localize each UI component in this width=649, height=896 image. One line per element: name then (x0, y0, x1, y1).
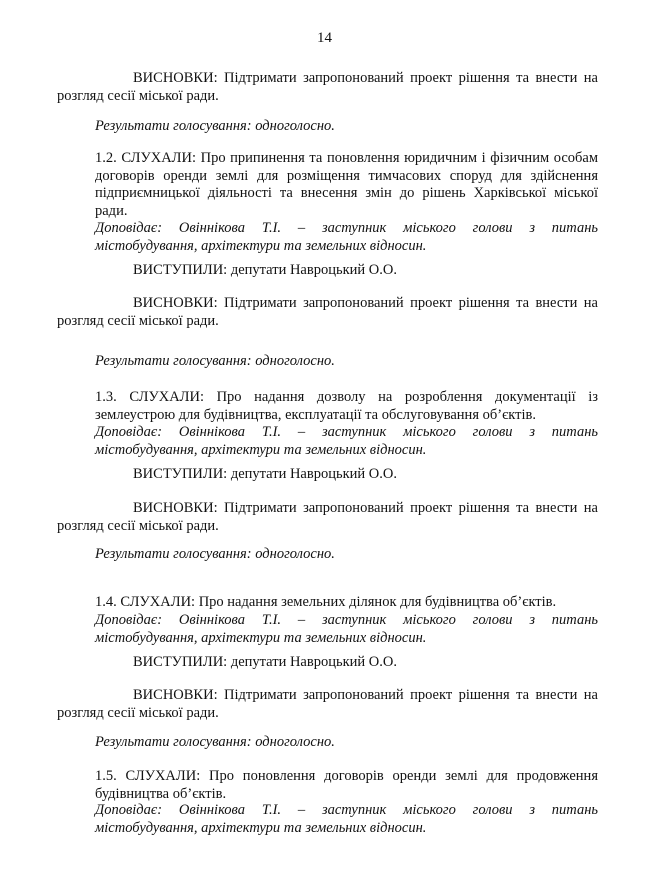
heard-paragraph (95, 389, 598, 424)
text-line: розгляд сесії міської ради. (57, 312, 219, 329)
heard-paragraph (95, 150, 598, 220)
reporter-paragraph (95, 220, 598, 255)
reporter-paragraph (95, 424, 598, 459)
text-line: містобудування, архітектури та земельних відносин. (95, 629, 427, 646)
text-line: підприємницької діяльності та внесення змін до рішень Харківської міської (95, 185, 598, 201)
text-line: будівництва об’єктів. (95, 785, 227, 802)
conclusion-paragraph (57, 500, 598, 535)
spoke-line: ВИСТУПИЛИ: депутати Навроцький О.О. (133, 262, 397, 278)
reporter-paragraph (95, 802, 598, 837)
conclusion-paragraph (57, 70, 598, 105)
text-line: ВИСНОВКИ: Підтримати запропонований проект рішення та внести на (133, 687, 598, 703)
spoke-line: ВИСТУПИЛИ: депутати Навроцький О.О. (133, 654, 397, 670)
heard-paragraph (95, 768, 598, 803)
text-line: містобудування, архітектури та земельних відносин. (95, 819, 427, 836)
text-line: Доповідає: Овіннікова Т.І. – заступник міського голови з питань (95, 802, 598, 818)
text-line: розгляд сесії міської ради. (57, 517, 219, 534)
text-line: ВИСНОВКИ: Підтримати запропонований проект рішення та внести на (133, 500, 598, 516)
text-line: Доповідає: Овіннікова Т.І. – заступник міського голови з питань (95, 424, 598, 440)
text-line: Доповідає: Овіннікова Т.І. – заступник міського голови з питань (95, 612, 598, 628)
text-line: розгляд сесії міської ради. (57, 704, 219, 721)
text-line: ВИСНОВКИ: Підтримати запропонований проект рішення та внести на (133, 295, 598, 311)
text-line: Доповідає: Овіннікова Т.І. – заступник міського голови з питань (95, 220, 598, 236)
reporter-paragraph (95, 612, 598, 647)
vote-result: Результати голосування: одноголосно. (95, 118, 335, 134)
text-line: ради. (95, 202, 128, 219)
vote-result: Результати голосування: одноголосно. (95, 353, 335, 369)
text-line: ВИСНОВКИ: Підтримати запропонований проект рішення та внести на (133, 70, 598, 86)
text-line: 1.2. СЛУХАЛИ: Про припинення та поновлення юридичним і фізичним особам (95, 150, 598, 166)
text-line: 1.4. СЛУХАЛИ: Про надання земельних ділянок для будівництва об’єктів. (95, 594, 557, 610)
text-line: 1.3. СЛУХАЛИ: Про надання дозволу на розроблення документації із (95, 389, 598, 405)
vote-result: Результати голосування: одноголосно. (95, 734, 335, 750)
vote-result: Результати голосування: одноголосно. (95, 546, 335, 562)
spoke-line: ВИСТУПИЛИ: депутати Навроцький О.О. (133, 466, 397, 482)
text-line: містобудування, архітектури та земельних відносин. (95, 237, 427, 254)
text-line: розгляд сесії міської ради. (57, 87, 219, 104)
text-line: містобудування, архітектури та земельних відносин. (95, 441, 427, 458)
text-line: 1.5. СЛУХАЛИ: Про поновлення договорів оренди землі для продовження (95, 768, 598, 784)
heard-paragraph (95, 594, 598, 612)
page-number: 14 (317, 30, 332, 46)
text-line: договорів оренди землі для розміщення тимчасових споруд для здійснення (95, 167, 598, 184)
text-line: землеустрою для будівництва, експлуатації та обслуговування об’єктів. (95, 406, 536, 423)
conclusion-paragraph (57, 295, 598, 330)
conclusion-paragraph (57, 687, 598, 722)
